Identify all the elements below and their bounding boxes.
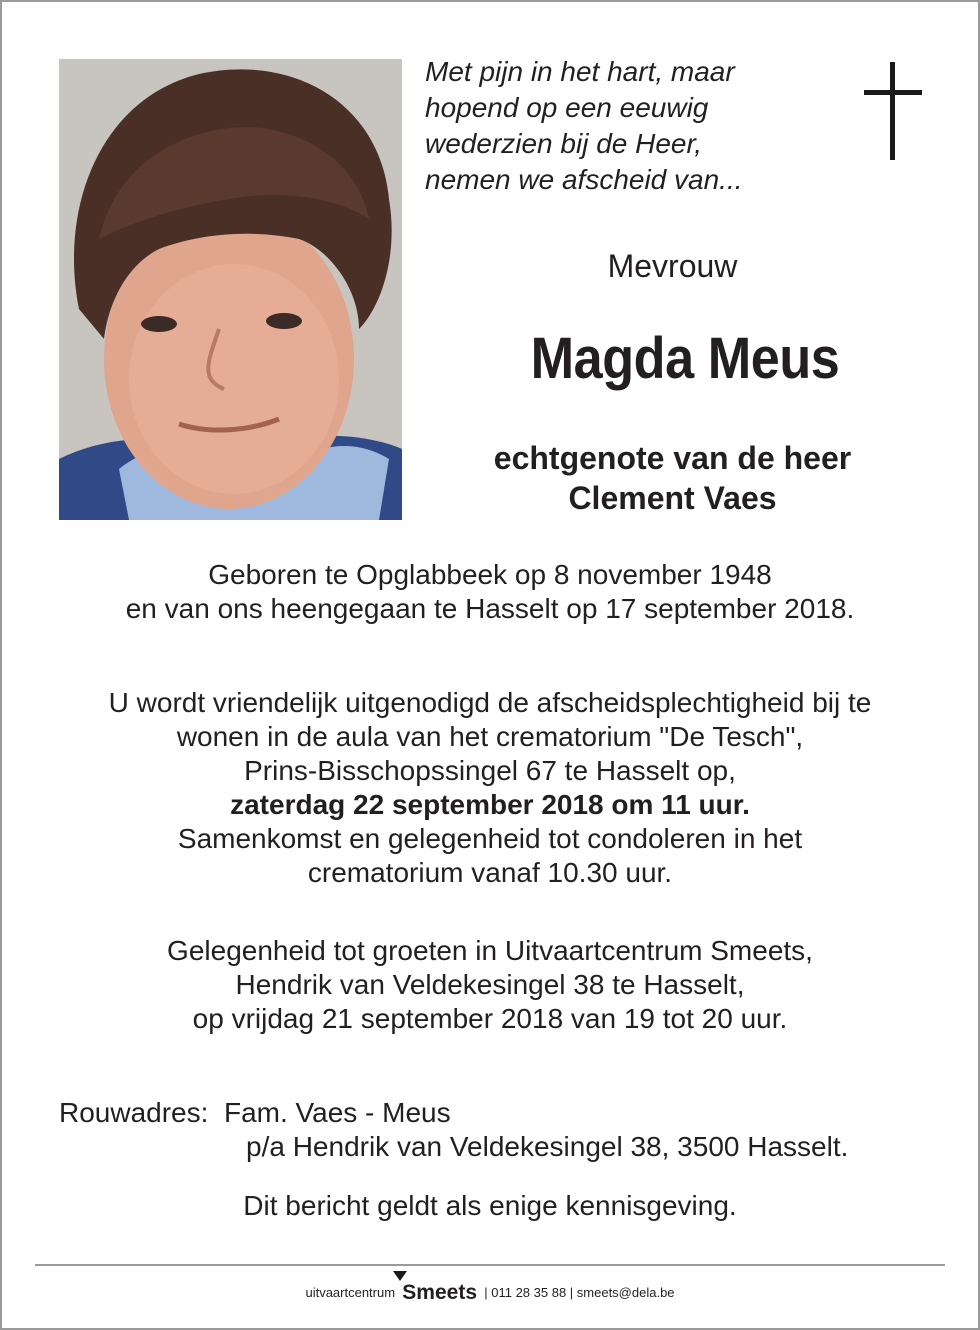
birth-line: Geboren te Opglabbeek op 8 november 1948 bbox=[208, 559, 772, 590]
ceremony-info bbox=[0, 686, 980, 890]
cross-icon bbox=[864, 62, 922, 160]
ceremony-line: U wordt vriendelijk uitgenodigd de afscheidsplechtigheid bij te bbox=[108, 687, 872, 718]
visitation-line: op vrijdag 21 september 2018 van 19 tot 20 uur. bbox=[192, 1003, 788, 1034]
address-family: Fam. Vaes - Meus bbox=[223, 1097, 451, 1128]
visitation-line: Hendrik van Veldekesingel 38 te Hasselt, bbox=[235, 969, 745, 1000]
memorial-quote bbox=[425, 54, 743, 198]
quote-line: hopend op een eeuwig bbox=[425, 92, 709, 123]
footer bbox=[0, 1281, 980, 1305]
address-label: Rouwadres: bbox=[59, 1097, 209, 1128]
spouse-info bbox=[440, 438, 905, 518]
footer-brand: Smeets bbox=[402, 1281, 478, 1304]
honorific: Mevrouw bbox=[607, 248, 738, 284]
ceremony-date: zaterdag 22 september 2018 om 11 uur. bbox=[230, 789, 750, 820]
death-line: en van ons heengegaan te Hasselt op 17 september 2018. bbox=[125, 593, 855, 624]
footer-prefix: uitvaartcentrum bbox=[305, 1285, 396, 1300]
quote-line: wederzien bij de Heer, bbox=[425, 128, 703, 159]
mourning-address bbox=[59, 1096, 849, 1162]
footer-contact: | 011 28 35 88 | smeets@dela.be bbox=[484, 1285, 675, 1300]
visitation-line: Gelegenheid tot groeten in Uitvaartcentrum Smeets, bbox=[167, 935, 813, 966]
triangle-down-icon bbox=[393, 1271, 407, 1281]
quote-line: nemen we afscheid van... bbox=[425, 164, 743, 195]
ceremony-line: crematorium vanaf 10.30 uur. bbox=[307, 857, 673, 888]
visitation-info bbox=[0, 934, 980, 1036]
deceased-name: Magda Meus bbox=[530, 326, 840, 391]
ceremony-line: Samenkomst en gelegenheid tot condoleren in het bbox=[177, 823, 803, 854]
ceremony-line: wonen in de aula van het crematorium "De Tesch", bbox=[176, 721, 804, 752]
birth-death-info bbox=[0, 558, 980, 626]
spouse-name: Clement Vaes bbox=[568, 480, 777, 516]
ceremony-line: Prins-Bisschopssingel 67 te Hasselt op, bbox=[244, 755, 736, 786]
portrait-photo bbox=[59, 59, 402, 520]
footer-divider bbox=[35, 1264, 945, 1266]
quote-line: Met pijn in het hart, maar bbox=[425, 56, 735, 87]
notice-text: Dit bericht geldt als enige kennisgeving. bbox=[243, 1190, 737, 1221]
spouse-line: echtgenote van de heer bbox=[493, 440, 852, 476]
address-street: p/a Hendrik van Veldekesingel 38, 3500 Hasselt. bbox=[246, 1131, 849, 1162]
